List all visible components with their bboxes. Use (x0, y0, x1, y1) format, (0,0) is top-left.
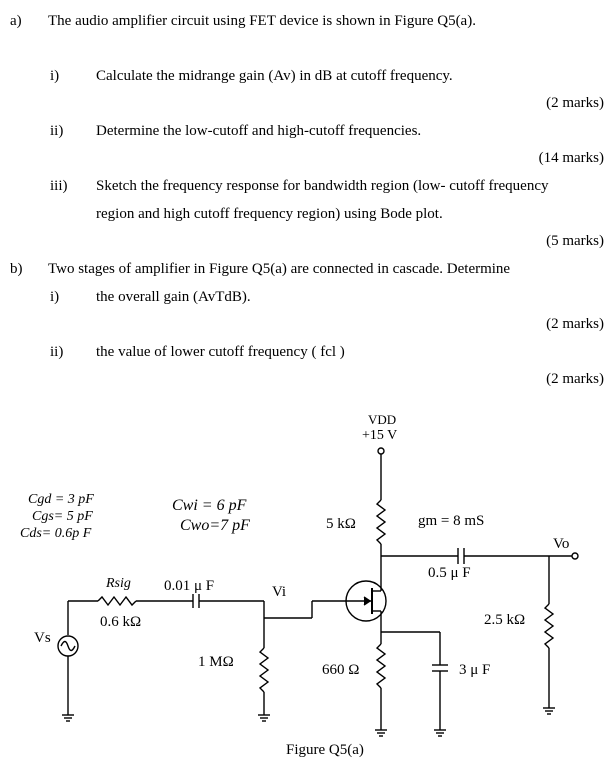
part-b-ii-num: ii) (50, 344, 64, 360)
rsig-label: Rsig (106, 576, 131, 591)
cgd-label: Cgd = 3 pF (28, 492, 94, 507)
rg-resistor (260, 648, 268, 692)
cin-label: 0.01 μ F (164, 578, 215, 594)
part-a-label: a) (10, 13, 22, 29)
vdd-value: +15 V (362, 428, 398, 443)
gm-label: gm = 8 mS (418, 513, 485, 529)
cwo-label: Cwo=7 pF (180, 517, 250, 534)
part-a-text: The audio amplifier circuit using FET device is shown in Figure Q5(a). (48, 13, 476, 29)
part-b-i-text: the overall gain (AvTdB). (96, 289, 251, 305)
cgs-label: Cgs= 5 pF (32, 509, 93, 524)
rd-label: 5 kΩ (326, 516, 356, 532)
cds-label: Cds= 0.6p F (20, 526, 92, 541)
part-b-ii-text: the value of lower cutoff frequency ( fcl ) (96, 344, 345, 360)
vo-terminal (572, 553, 578, 559)
part-a-ii-num: ii) (50, 123, 64, 139)
cout-label: 0.5 μ F (428, 565, 471, 581)
figure-caption: Figure Q5(a) (286, 742, 364, 758)
vo-label: Vo (553, 536, 570, 552)
rg-label: 1 MΩ (198, 654, 234, 670)
vi-label: Vi (272, 584, 287, 600)
rs-resistor (377, 644, 385, 688)
rl-label: 2.5 kΩ (484, 612, 526, 628)
cs-label: 3 μ F (459, 662, 491, 678)
vdd-label: VDD (368, 412, 397, 427)
cwi-label: Cwi = 6 pF (172, 497, 247, 514)
part-a-ii-text: Determine the low-cutoff and high-cutoff frequencies. (96, 123, 422, 139)
part-b-i-marks: (2 marks) (546, 316, 604, 332)
part-a-i-text: Calculate the midrange gain (Av) in dB at cutoff frequency. (96, 68, 453, 84)
rd-resistor (377, 500, 385, 544)
part-a-i-num: i) (50, 68, 60, 84)
part-a-iii-line1: Sketch the frequency response for bandwidth region (low- cutoff frequency (96, 178, 549, 194)
part-a-i-marks: (2 marks) (546, 95, 604, 111)
part-a-iii-line2: region and high cutoff frequency region) using Bode plot. (96, 206, 443, 222)
rl-resistor (545, 604, 553, 648)
part-b-text: Two stages of amplifier in Figure Q5(a) are connected in cascade. Determine (48, 261, 511, 277)
vs-label: Vs (34, 630, 51, 646)
part-b-i-num: i) (50, 289, 60, 305)
rsig-value: 0.6 kΩ (100, 614, 142, 630)
part-a-ii-marks: (14 marks) (538, 150, 604, 166)
part-a-iii-marks: (5 marks) (546, 233, 604, 249)
part-b-ii-marks: (2 marks) (546, 371, 604, 387)
rsig-resistor (98, 597, 136, 605)
vdd-terminal (378, 448, 384, 454)
part-b-label: b) (10, 261, 23, 277)
part-a-iii-num: iii) (50, 178, 68, 194)
rs-label: 660 Ω (322, 662, 360, 678)
